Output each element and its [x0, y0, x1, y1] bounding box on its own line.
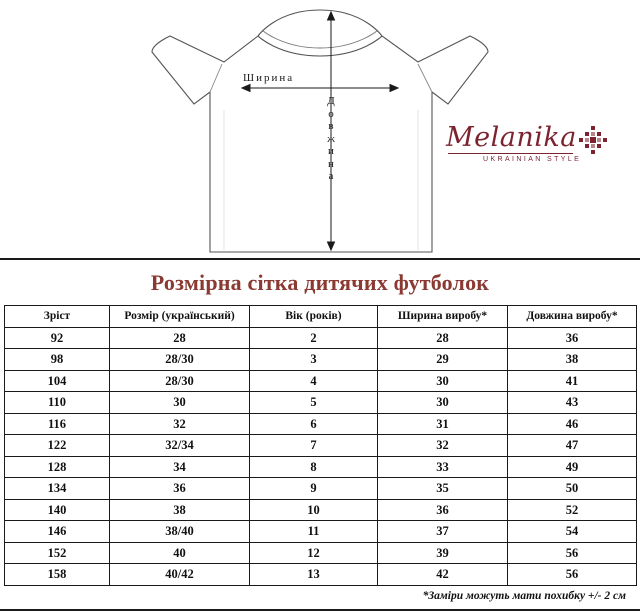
- length-dimension-label: Д о в ж и н а: [327, 95, 335, 182]
- column-header-age: Вік (років): [250, 306, 378, 328]
- cell-height: 128: [5, 456, 110, 478]
- cell-height: 140: [5, 499, 110, 521]
- cell-length: 54: [508, 521, 637, 543]
- cell-size: 38/40: [110, 521, 250, 543]
- cell-size: 36: [110, 478, 250, 500]
- cell-size: 32: [110, 413, 250, 435]
- tshirt-outline-icon: [150, 0, 490, 258]
- table-row: [5, 413, 637, 435]
- cell-height: 92: [5, 327, 110, 349]
- table-row: [5, 327, 637, 349]
- cell-size: 40: [110, 542, 250, 564]
- cell-size: 32/34: [110, 435, 250, 457]
- cell-width: 42: [378, 564, 508, 586]
- brand-logo: [446, 122, 611, 184]
- cell-size: 28: [110, 327, 250, 349]
- cell-length: 49: [508, 456, 637, 478]
- cell-age: 11: [250, 521, 378, 543]
- cell-length: 36: [508, 327, 637, 349]
- cell-age: 8: [250, 456, 378, 478]
- cell-length: 56: [508, 542, 637, 564]
- cell-height: 110: [5, 392, 110, 414]
- table-row: [5, 349, 637, 371]
- cell-age: 10: [250, 499, 378, 521]
- table-row: [5, 435, 637, 457]
- cell-width: 35: [378, 478, 508, 500]
- cell-length: 47: [508, 435, 637, 457]
- size-table: [4, 305, 637, 586]
- cell-length: 50: [508, 478, 637, 500]
- page-title: Розмірна сітка дитячих футболок: [150, 270, 490, 295]
- cell-width: 32: [378, 435, 508, 457]
- table-row: [5, 370, 637, 392]
- cell-width: 30: [378, 392, 508, 414]
- brand-divider: [448, 153, 573, 154]
- cell-age: 12: [250, 542, 378, 564]
- cell-length: 52: [508, 499, 637, 521]
- cell-height: 158: [5, 564, 110, 586]
- column-header-length: Довжина виробу*: [508, 306, 637, 328]
- cell-size: 34: [110, 456, 250, 478]
- cell-height: 134: [5, 478, 110, 500]
- table-row: [5, 521, 637, 543]
- cell-age: 13: [250, 564, 378, 586]
- cell-size: 28/30: [110, 349, 250, 371]
- table-row: [5, 564, 637, 586]
- cell-height: 152: [5, 542, 110, 564]
- cell-height: 122: [5, 435, 110, 457]
- cell-age: 5: [250, 392, 378, 414]
- cell-size: 30: [110, 392, 250, 414]
- brand-name: Melanika: [446, 122, 577, 153]
- cell-length: 56: [508, 564, 637, 586]
- cell-size: 28/30: [110, 370, 250, 392]
- tshirt-illustration: [0, 0, 640, 258]
- cell-size: 38: [110, 499, 250, 521]
- cell-age: 2: [250, 327, 378, 349]
- table-row: [5, 392, 637, 414]
- table-row: [5, 478, 637, 500]
- width-dimension-label: Ширина: [243, 72, 295, 84]
- cell-width: 33: [378, 456, 508, 478]
- cell-length: 41: [508, 370, 637, 392]
- table-row: [5, 456, 637, 478]
- cell-width: 28: [378, 327, 508, 349]
- cell-age: 7: [250, 435, 378, 457]
- cell-width: 31: [378, 413, 508, 435]
- cell-height: 146: [5, 521, 110, 543]
- column-header-height: Зріст: [5, 306, 110, 328]
- cell-length: 38: [508, 349, 637, 371]
- cell-age: 6: [250, 413, 378, 435]
- cell-width: 29: [378, 349, 508, 371]
- size-table-block: [0, 258, 640, 611]
- cell-width: 37: [378, 521, 508, 543]
- cell-age: 3: [250, 349, 378, 371]
- cell-age: 9: [250, 478, 378, 500]
- column-header-width: Ширина виробу*: [378, 306, 508, 328]
- cell-age: 4: [250, 370, 378, 392]
- cell-height: 98: [5, 349, 110, 371]
- cell-length: 46: [508, 413, 637, 435]
- cell-width: 30: [378, 370, 508, 392]
- table-row: [5, 542, 637, 564]
- table-row: [5, 499, 637, 521]
- brand-tagline: UKRAINIAN STYLE: [483, 156, 582, 163]
- ornament-icon: [577, 124, 609, 156]
- table-header-row: [5, 306, 637, 328]
- measurement-note: *Заміри можуть мати похибку +/- 2 см: [422, 589, 626, 602]
- cell-width: 39: [378, 542, 508, 564]
- cell-height: 104: [5, 370, 110, 392]
- cell-size: 40/42: [110, 564, 250, 586]
- cell-width: 36: [378, 499, 508, 521]
- column-header-size: Розмір (український): [110, 306, 250, 328]
- cell-height: 116: [5, 413, 110, 435]
- cell-length: 43: [508, 392, 637, 414]
